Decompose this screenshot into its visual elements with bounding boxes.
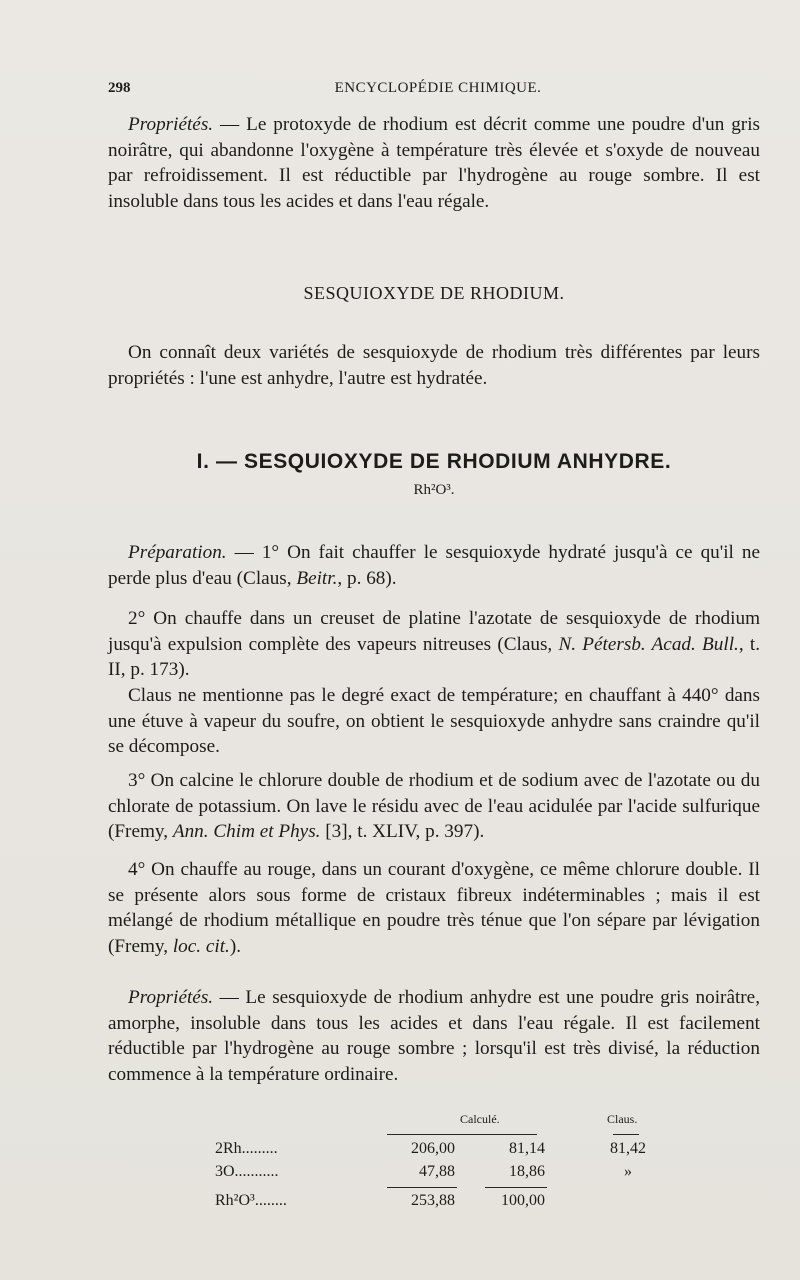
prep4-text-a: 4° On chauffe au rouge, dans un courant d'oxygène, ce même chlorure double. Il se présente alors sous forme de cristaux fibreux indéterminables ; mais il est mélangé de rhodium métallique en poudre très ténue que l'on sépare par lévigation (Fremy,	[108, 859, 760, 957]
table-sum-rule-1	[387, 1187, 457, 1188]
prep3-text-a: 3° On calcine le chlorure double de rhodium et de sodium avec de l'azotate ou du chlorate de potassium. On lave le résidu avec de l'eau acidulée par l'acide sulfurique (Fremy,	[108, 770, 760, 842]
prep2-note-text: Claus ne mentionne pas le degré exact de température; en chauffant à 440° dans une étuve à vapeur du soufre, on obtient le sesquioxyde anhydre sans craindre qu'il se décompose.	[108, 685, 760, 757]
preparation-3	[108, 768, 760, 845]
preparation-label: Préparation.	[128, 542, 227, 563]
properties-anhydre	[108, 985, 760, 1087]
properties-label: Propriétés.	[128, 114, 214, 135]
intro-text: On connaît deux variétés de sesquioxyde de rhodium très différentes par leurs propriétés : l'une est anhydre, l'autre est hydratée.	[108, 342, 760, 389]
formula: Rh²O³.	[413, 482, 455, 498]
table-head-calcule: Calculé.	[460, 1112, 500, 1126]
table-total-cell: 253,88	[411, 1192, 455, 1209]
table-sum-rule-2	[485, 1187, 547, 1188]
table-cell: 81,42	[610, 1140, 646, 1157]
table-cell: 18,86	[509, 1163, 545, 1180]
table-row	[215, 1140, 675, 1160]
page-header	[108, 80, 768, 102]
table-row	[215, 1163, 675, 1183]
prep2-ref: N. Pétersb. Acad. Bull.	[558, 633, 739, 655]
subsection-title: I. — SESQUIOXYDE DE RHODIUM ANHYDRE.	[196, 450, 672, 473]
properties-text-2: — Le sesquioxyde de rhodium anhydre est une poudre gris noirâtre, amorphe, insoluble dans tous les acides et dans l'eau régale. Il est facilement réductible par l'hydrogène au rouge sombre ; lorsqu'il est très divisé, la réduction commence à la température ordinaire.	[108, 987, 760, 1085]
prep2-text-b: , t. II, p. 173).	[108, 633, 760, 680]
prep2-text-a: 2° On chauffe dans un creuset de platine l'azotate de sesquioxyde de rhodium jusqu'à expulsion complète des vapeurs nitreuses (Claus,	[108, 608, 760, 655]
properties-label-2: Propriétés.	[128, 987, 214, 1008]
table-rule-top	[387, 1134, 537, 1135]
table-cell: 206,00	[411, 1140, 455, 1157]
prep4-ref: loc. cit.	[172, 935, 230, 957]
section-title: SESQUIOXYDE DE RHODIUM.	[303, 283, 565, 303]
table-total-label: Rh²O³........	[215, 1192, 287, 1209]
page-number: 298	[108, 80, 131, 96]
prep4-text-b: ).	[229, 935, 242, 957]
prep1-ref: Beitr.	[296, 567, 338, 589]
prep3-ref: Ann. Chim et Phys.	[172, 821, 321, 842]
intro-paragraph	[108, 340, 760, 391]
table-cell-label: 2Rh.........	[215, 1140, 278, 1157]
composition-table	[215, 1112, 675, 1222]
paragraph-protoxyde-properties	[108, 112, 760, 214]
table-rule-claus	[613, 1134, 639, 1135]
table-total-row	[215, 1192, 675, 1212]
prep3-text-b: [3], t. XLIV, p. 397).	[320, 821, 485, 842]
prep1-text-a: — 1° On fait chauffer le sesquioxyde hydraté jusqu'à ce qu'il ne perde plus d'eau (Claus,	[108, 542, 760, 589]
table-cell: 81,14	[509, 1140, 545, 1157]
preparation-2	[108, 606, 760, 683]
properties-text: — Le protoxyde de rhodium est décrit comme une poudre d'un gris noirâtre, qui abandonne l'oxygène à température très élevée et s'oxyde de nouveau par refroidissement. Il est réductible par l'hydrogène au rouge sombre. Il est insoluble dans tous les acides et dans l'eau régale.	[108, 114, 760, 212]
preparation-4	[108, 857, 760, 959]
table-cell-label: 3O...........	[215, 1163, 279, 1180]
table-head-claus: Claus.	[607, 1112, 638, 1126]
preparation-1	[108, 540, 760, 591]
preparation-2-note	[108, 683, 760, 760]
running-head: ENCYCLOPÉDIE CHIMIQUE.	[334, 80, 542, 96]
table-cell: 47,88	[419, 1163, 455, 1180]
prep1-text-b: , p. 68).	[337, 567, 397, 589]
table-total-cell: 100,00	[501, 1192, 545, 1209]
table-cell: »	[624, 1163, 632, 1180]
